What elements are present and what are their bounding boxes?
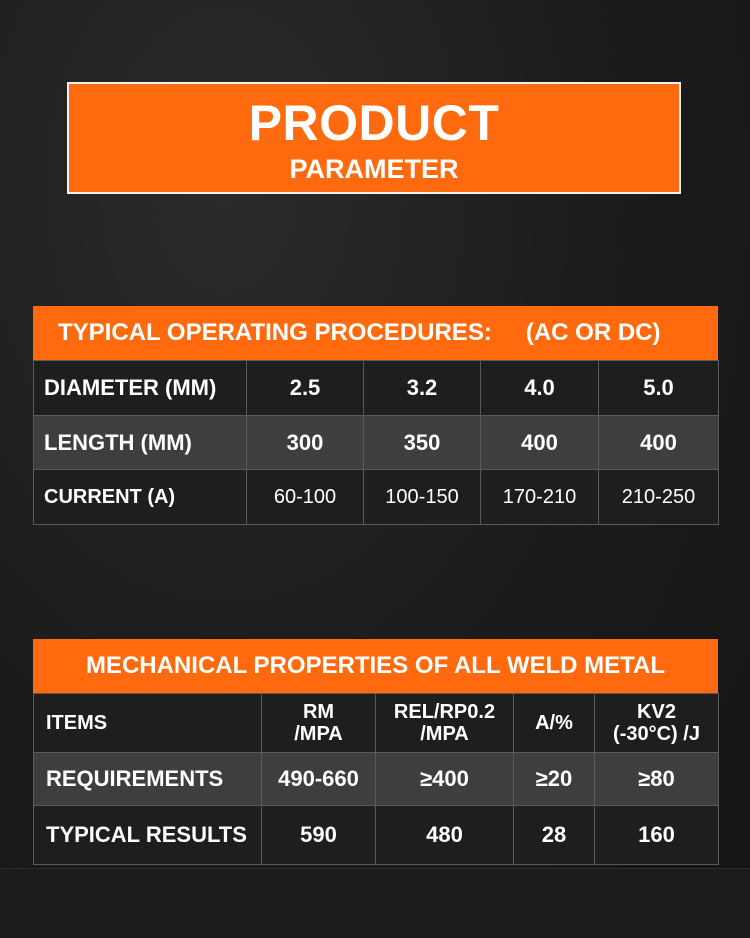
- row-label: REQUIREMENTS: [34, 753, 262, 806]
- table-cell: 590: [262, 806, 376, 865]
- table-row: [34, 361, 719, 416]
- bottom-band: [0, 868, 750, 938]
- column-header-line: KV2: [637, 701, 676, 723]
- table-cell: 100-150: [364, 470, 481, 525]
- table-cell: 2.5: [247, 361, 364, 416]
- table-cell: 4.0: [481, 361, 599, 416]
- table-cell: 400: [599, 416, 719, 470]
- table-cell: 400: [481, 416, 599, 470]
- column-header-line: REL/RP0.2: [393, 701, 496, 723]
- table-cell: 480: [376, 806, 514, 865]
- table-cell: 350: [364, 416, 481, 470]
- table-cell: ≥80: [595, 753, 719, 806]
- table-cell: ≥400: [376, 753, 514, 806]
- title-banner: [67, 82, 681, 194]
- page-subtitle: PARAMETER: [289, 154, 459, 184]
- page-title: PRODUCT: [248, 95, 500, 151]
- column-header-line: /MPA: [294, 723, 343, 745]
- table-row: [34, 416, 719, 470]
- procedures-heading-note: (AC OR DC): [525, 319, 661, 346]
- column-header-line: (-30°C) /J: [613, 723, 700, 745]
- row-label: TYPICAL RESULTS: [34, 806, 262, 865]
- table-cell: 300: [247, 416, 364, 470]
- row-label: DIAMETER (MM): [34, 361, 247, 416]
- column-header-line: /MPA: [420, 723, 469, 745]
- table-cell: 210-250: [599, 470, 719, 525]
- table-cell: ≥20: [514, 753, 595, 806]
- row-label: LENGTH (MM): [34, 416, 247, 470]
- table-cell: 5.0: [599, 361, 719, 416]
- column-header-rm: [262, 694, 376, 753]
- column-header-items: ITEMS: [34, 694, 262, 753]
- mechanical-header: MECHANICAL PROPERTIES OF ALL WELD METAL: [33, 639, 718, 693]
- row-label: CURRENT (A): [34, 470, 247, 525]
- table-cell: 28: [514, 806, 595, 865]
- table-row: [34, 753, 719, 806]
- column-header-a: A/%: [514, 694, 595, 753]
- mechanical-table: [33, 693, 719, 865]
- column-header-rel: [376, 694, 514, 753]
- table-row: [34, 470, 719, 525]
- procedures-table: [33, 360, 719, 525]
- procedures-header: [33, 306, 718, 360]
- table-cell: 3.2: [364, 361, 481, 416]
- procedures-heading: TYPICAL OPERATING PROCEDURES:: [58, 319, 492, 346]
- column-header-kv: [595, 694, 719, 753]
- table-cell: 170-210: [481, 470, 599, 525]
- table-header-row: [34, 694, 719, 753]
- table-row: [34, 806, 719, 865]
- table-cell: 60-100: [247, 470, 364, 525]
- table-cell: 490-660: [262, 753, 376, 806]
- table-cell: 160: [595, 806, 719, 865]
- column-header-line: RM: [302, 701, 335, 723]
